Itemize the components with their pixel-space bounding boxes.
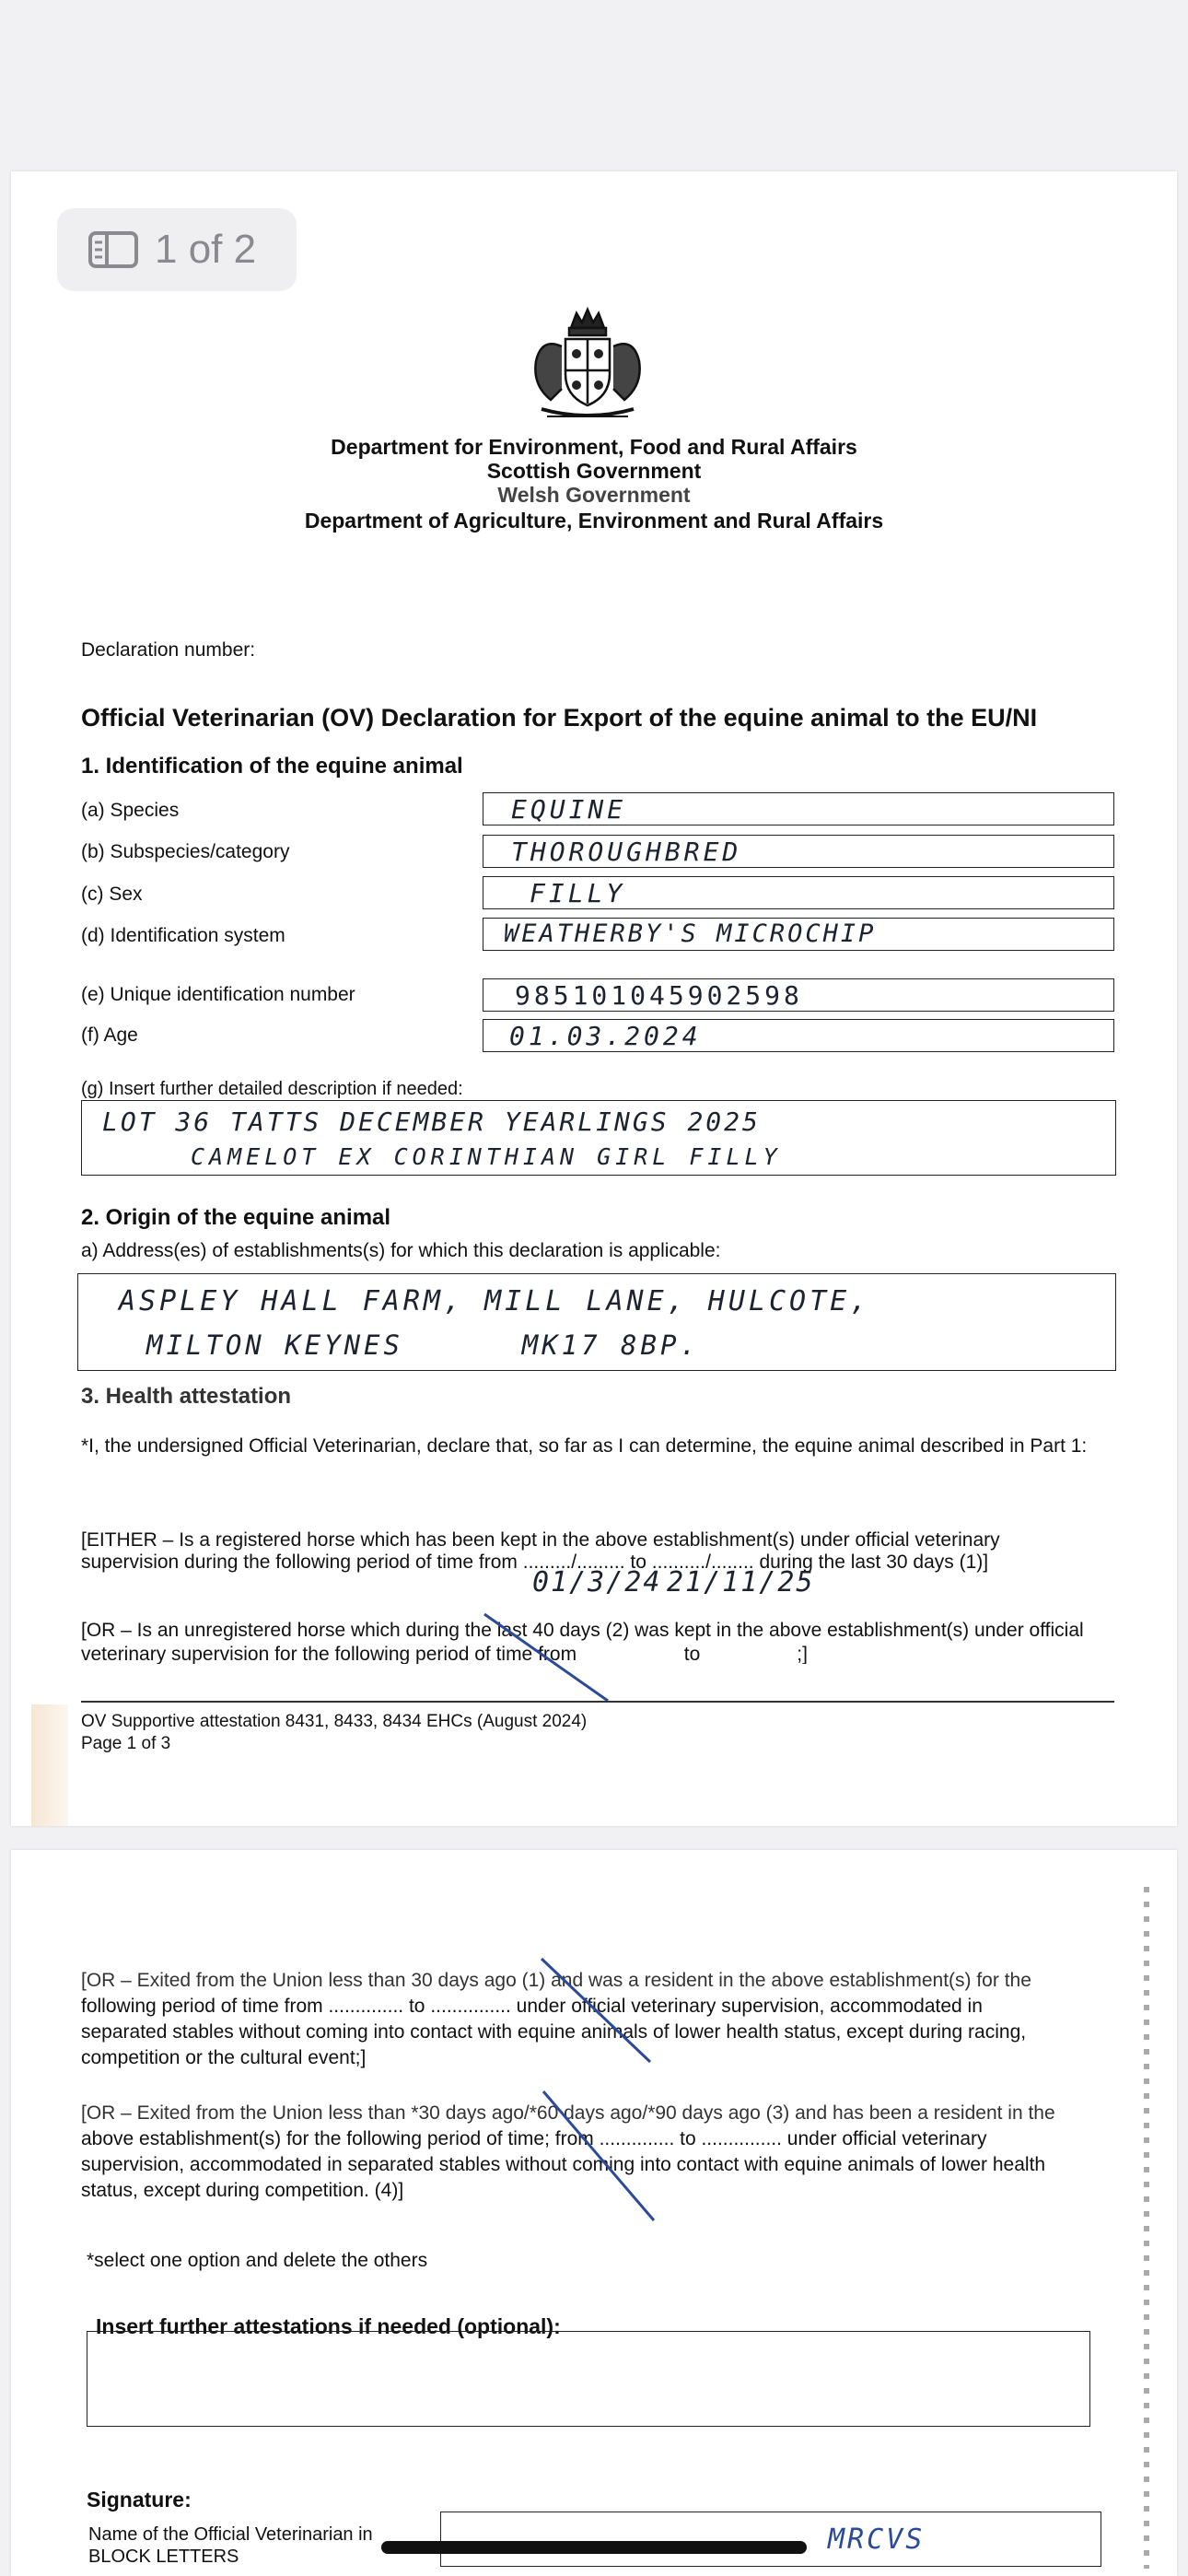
further-description-label: (g) Insert further detailed description if needed:	[81, 1079, 463, 1099]
section-3-heading: 3. Health attestation	[81, 1384, 292, 1409]
footer-rule	[81, 1701, 1114, 1703]
sex-label: (c) Sex	[81, 884, 143, 905]
section-2-heading: 2. Origin of the equine animal	[81, 1205, 391, 1230]
species-label: (a) Species	[81, 800, 180, 821]
uid-value: 985101045902598	[515, 980, 803, 1011]
further-attestations-heading: Insert further attestations if needed (optional):	[96, 2314, 561, 2338]
species-value: EQUINE	[511, 794, 627, 825]
identification-system-field[interactable]	[483, 918, 1114, 951]
or-unregistered-line: veterinary supervision for the following period of time from to ;]	[81, 1644, 808, 1664]
age-field[interactable]	[483, 1019, 1114, 1052]
ov-name-label: BLOCK LETTERS	[88, 2547, 239, 2567]
signature-label: Signature:	[87, 2488, 192, 2512]
department-line: Department for Environment, Food and Rural Affairs	[331, 435, 857, 459]
declaration-number-label: Declaration number:	[81, 639, 256, 661]
home-indicator[interactable]	[381, 2541, 807, 2554]
identification-system-label: (d) Identification system	[81, 925, 285, 946]
date-to-value: 21/11/25	[667, 1566, 815, 1598]
age-label: (f) Age	[81, 1025, 138, 1046]
section-1-heading: 1. Identification of the equine animal	[81, 754, 463, 779]
sex-field[interactable]	[483, 876, 1114, 909]
further-description-line: CAMELOT EX CORINTHIAN GIRL FILLY	[191, 1143, 782, 1170]
declaration-paragraph: *I, the undersigned Official Veterinarian, declare that, so far as I can determine, the equine animal described in Part 1:	[81, 1435, 1088, 1457]
scan-edge-mark	[31, 1704, 68, 1826]
ov-name-label: Name of the Official Veterinarian in	[88, 2524, 373, 2545]
document-title: Official Veterinarian (OV) Declaration for Export of the equine animal to the EU/NI	[81, 704, 1038, 732]
or-exited-line: [OR – Exited from the Union less than 30 days ago (1) and was a resident in the above establishment(s) for the	[81, 1970, 1031, 1991]
subspecies-label: (b) Subspecies/category	[81, 841, 290, 862]
sidebar-icon	[88, 231, 138, 268]
address-label: a) Address(es) of establishments(s) for which this declaration is applicable:	[81, 1240, 721, 1261]
select-option-note: *select one option and delete the others	[87, 2250, 428, 2271]
document-page-1	[11, 171, 1177, 1826]
subspecies-field[interactable]	[483, 835, 1114, 868]
or-exited-long-line: above establishment(s) for the following period of time; from .............. to ............... under official veterinary	[81, 2128, 987, 2149]
department-line: Welsh Government	[497, 483, 691, 507]
ov-name-field[interactable]	[440, 2512, 1101, 2567]
either-line: supervision during the following period of time from ........./......... to ........../........ during the last 30 days (1)]	[81, 1551, 989, 1573]
species-field[interactable]	[483, 792, 1114, 825]
address-line: ASPLEY HALL FARM, MILL LANE, HULCOTE,	[119, 1285, 871, 1317]
strike-through-mark	[527, 1953, 674, 2230]
further-description-box[interactable]	[81, 1100, 1116, 1176]
or-exited-line: following period of time from .............. to ............... under official veterinary supervision, accommodated in	[81, 1996, 983, 2017]
age-value: 01.03.2024	[509, 1021, 702, 1051]
further-attestations-box[interactable]	[87, 2331, 1090, 2427]
or-exited-line: separated stables without coming into contact with equine animals of lower health status, except during racing,	[81, 2021, 1027, 2043]
or-exited-long-line: supervision, accommodated in separated stables without coming into contact with equine animals of lower health	[81, 2154, 1046, 2175]
ov-name-value: MRCVS	[828, 2523, 926, 2556]
or-exited-long-line: status, except during competition. (4)]	[81, 2180, 404, 2201]
address-line: MILTON KEYNES MK17 8BP.	[146, 1329, 700, 1361]
scan-edge-mark	[1144, 1887, 1149, 2569]
or-exited-line: competition or the cultural event;]	[81, 2047, 367, 2068]
further-description-line: LOT 36 TATTS DECEMBER YEARLINGS 2025	[102, 1107, 761, 1137]
subspecies-value: THOROUGHBRED	[511, 837, 742, 867]
date-from-value: 01/3/24	[532, 1566, 662, 1598]
department-line: Department of Agriculture, Environment and Rural Affairs	[304, 509, 884, 533]
either-line: [EITHER – Is a registered horse which has been kept in the above establishment(s) under official veterinary	[81, 1529, 1000, 1551]
strike-through-mark	[472, 1609, 619, 1710]
or-unregistered-line: [OR – Is an unregistered horse which during the last 40 days (2) was kept in the above establishment(s) under official	[81, 1620, 1084, 1641]
footer-page-number: Page 1 of 3	[81, 1734, 171, 1753]
footer-text: OV Supportive attestation 8431, 8433, 8434 EHCs (August 2024)	[81, 1712, 588, 1731]
royal-crest-icon	[514, 300, 661, 434]
address-box[interactable]	[77, 1273, 1116, 1371]
page-indicator-text: 1 of 2	[155, 227, 257, 272]
department-line: Scottish Government	[486, 459, 702, 483]
or-exited-long-line: [OR – Exited from the Union less than *30 days ago/*60 days ago/*90 days ago (3) and has been a resident in the	[81, 2102, 1055, 2124]
uid-label: (e) Unique identification number	[81, 984, 355, 1005]
uid-field[interactable]	[483, 978, 1114, 1012]
identification-system-value: WEATHERBY'S MICROCHIP	[504, 919, 877, 948]
page-indicator[interactable]	[57, 208, 297, 291]
sex-value: FILLY	[530, 878, 626, 908]
document-page-2	[11, 1850, 1177, 2576]
